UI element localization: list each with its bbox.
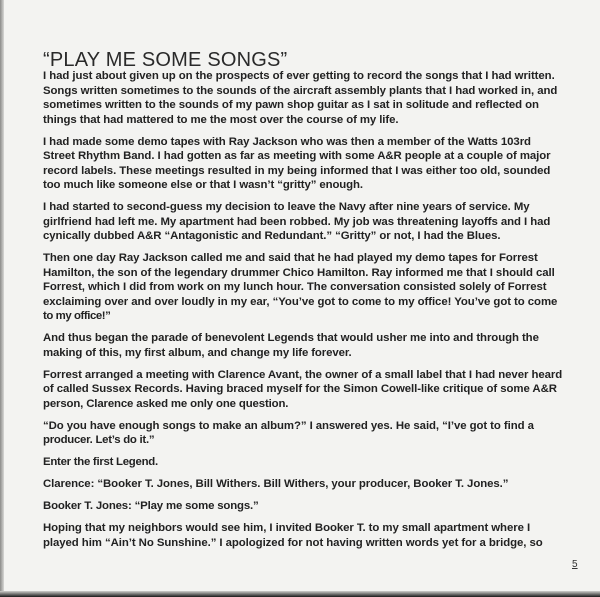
- paragraph: [43, 69, 573, 127]
- text-line: girlfriend had left me. My apartment had been robbed. My job was threatening layoffs and I had: [43, 215, 551, 228]
- page-edge-left: [0, 0, 4, 597]
- text-line: played him “Ain’t No Sunshine.” I apologized for not having written words yet for a bridge, so: [43, 536, 543, 549]
- paragraph: [43, 419, 573, 448]
- text-line: sometimes written to the sounds of my pawn shop guitar as I sat in solitude and reflected on: [43, 99, 539, 111]
- paragraph: [43, 499, 573, 514]
- article-body: [43, 69, 573, 558]
- text-line: to my office!”: [43, 310, 111, 322]
- text-line: cynically dubbed A&R “Antagonistic and Redundant.” “Gritty” or not, I had the Blues.: [43, 230, 501, 242]
- text-line: Clarence: “Booker T. Jones, Bill Withers. Bill Withers, your producer, Booker T. Jones.”: [43, 478, 509, 490]
- page-title: “PLAY ME SOME SONGS”: [43, 49, 288, 72]
- paragraph: [43, 331, 573, 360]
- text-line: Forrest arranged a meeting with Clarence Avant, the owner of a small label that I had never heard: [43, 368, 563, 381]
- text-line: Enter the first Legend.: [43, 456, 158, 468]
- text-line: producer. Let’s do it.”: [43, 434, 155, 446]
- text-line: Hamilton, the son of the legendary drummer Chico Hamilton. Ray informed me that I should call: [43, 266, 555, 279]
- text-line: things that had mattered to me the most over the course of my life.: [43, 113, 399, 126]
- text-line: Songs written sometimes to the sounds of the aircraft assembly plants that I had worked in, and: [43, 84, 558, 97]
- text-line: Forrest, which I did from work on my lunch hour. The conversation consisted solely of Forrest: [43, 281, 547, 293]
- text-line: person, Clarence asked me only one question.: [43, 397, 289, 410]
- text-line: exclaiming over and over loudly in my ear, “You’ve got to come to my office! You’ve got to come: [43, 295, 558, 308]
- text-line: too much like someone else or that I wasn’t “gritty” enough.: [43, 179, 363, 191]
- text-line: record labels. These meetings resulted in my being informed that I was either too old, sounded: [43, 164, 551, 177]
- text-line: I had started to second-guess my decision to leave the Navy after nine years of service. My: [43, 201, 530, 213]
- paragraph: [43, 455, 573, 470]
- page-number: 5: [572, 559, 578, 570]
- text-line: And thus began the parade of benevolent Legends that would usher me into and through the: [43, 332, 539, 344]
- paragraph: [43, 477, 573, 492]
- text-line: Street Rhythm Band. I had gotten as far as meeting with some A&R people at a couple of major: [43, 150, 551, 162]
- text-line: I had just about given up on the prospects of ever getting to record the songs that I had written.: [43, 70, 555, 82]
- paragraph: [43, 135, 573, 193]
- paragraph: [43, 521, 573, 550]
- paragraph: [43, 251, 573, 324]
- text-line: Hoping that my neighbors would see him, I invited Booker T. to my small apartment where I: [43, 522, 531, 534]
- text-line: “Do you have enough songs to make an album?” I answered yes. He said, “I’ve got to find a: [43, 419, 534, 432]
- text-line: Then one day Ray Jackson called me and said that he had played my demo tapes for Forrest: [43, 252, 538, 264]
- paragraph: [43, 368, 573, 412]
- text-line: making of this, my first album, and change my life forever.: [43, 346, 352, 359]
- text-line: Booker T. Jones: “Play me some songs.”: [43, 500, 259, 512]
- text-line: I had made some demo tapes with Ray Jackson who was then a member of the Watts 103rd: [43, 135, 531, 148]
- paragraph: [43, 200, 573, 244]
- page-edge-bottom: [0, 591, 600, 597]
- text-line: of called Sussex Records. Having braced myself for the Simon Cowell-like critique of some A&R: [43, 383, 557, 395]
